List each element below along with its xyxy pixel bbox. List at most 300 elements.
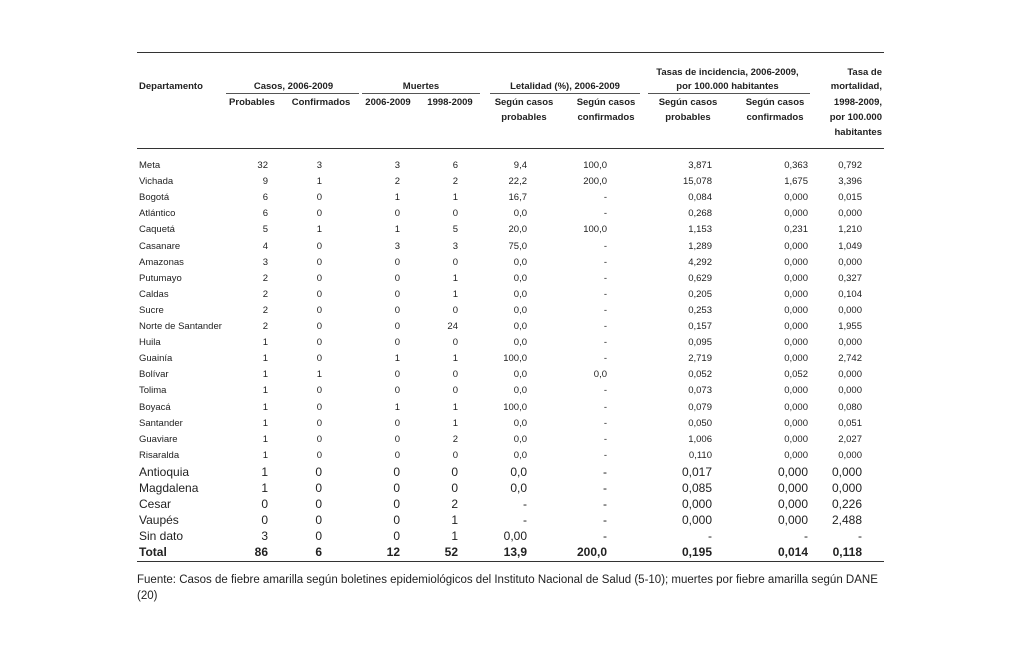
cell-letalidad-confirmados: - [603,433,607,445]
cell-mortalidad: 2,488 [831,513,862,528]
table-row [0,239,1024,255]
incidencia-group-rule [648,93,810,94]
cell-departamento: Huila [139,337,161,349]
cell-probables: 1 [262,449,268,461]
cell-incidencia-confirmados: 0,000 [784,337,808,349]
cell-letalidad-probables: 0,0 [513,304,527,316]
cell-departamento: Caquetá [139,224,175,236]
cell-mortalidad: 0,000 [838,256,862,268]
table-row [0,351,1024,367]
cell-mortalidad: 0,000 [838,304,862,316]
cell-incidencia-confirmados: 0,000 [784,385,808,397]
cell-departamento: Bolívar [139,369,169,381]
cell-departamento: Vichada [139,176,174,188]
cell-letalidad-probables: 0,0 [513,433,527,445]
cell-probables: 3 [262,256,268,268]
cell-muertes-2006: 0 [394,369,400,381]
cell-muertes-2006: 2 [394,176,400,188]
cell-incidencia-probables: 0,079 [688,401,712,413]
cell-letalidad-confirmados: 200,0 [583,176,607,188]
table-row [0,416,1024,432]
cell-letalidad-confirmados: - [603,240,607,252]
cell-muertes-1998: 0 [452,369,458,381]
cell-mortalidad: 0,792 [838,160,862,171]
header-letalidad-group: Letalidad (%), 2006-2009 [510,81,620,92]
cell-mortalidad: 3,396 [838,176,862,188]
header-incidencia-confirmados-line1: Según casos [745,97,805,108]
cell-letalidad-confirmados: 100,0 [583,224,607,236]
cell-departamento: Tolima [139,385,167,397]
cell-letalidad-probables: 0,0 [513,449,527,461]
header-incidencia-probables-line2: probables [665,112,711,123]
cell-probables: 1 [262,369,268,381]
cell-incidencia-confirmados: 0,000 [777,513,808,528]
table-row [0,528,1024,544]
cell-muertes-1998: 0 [452,304,458,316]
cell-incidencia-probables: 0,085 [681,481,712,495]
cell-letalidad-confirmados: - [603,256,607,268]
cell-confirmados: 1 [316,369,322,381]
cell-incidencia-probables: 0,084 [688,192,712,204]
cell-muertes-2006: 0 [393,497,400,512]
cell-probables: 6 [262,208,268,220]
cell-muertes-1998: 6 [452,160,458,171]
cell-incidencia-confirmados: 0,000 [784,401,808,413]
cell-letalidad-confirmados: - [603,464,607,479]
cell-departamento: Magdalena [139,481,199,495]
cell-incidencia-probables: 1,289 [688,240,712,252]
cell-letalidad-probables: 0,0 [513,337,527,349]
cell-muertes-1998: 2 [451,497,458,512]
cell-letalidad-confirmados: - [603,417,607,429]
cell-letalidad-confirmados: - [603,529,607,544]
cell-letalidad-confirmados: - [603,272,607,284]
cell-incidencia-probables: 0,000 [681,497,712,512]
cell-muertes-1998: 2 [452,433,458,445]
cell-letalidad-probables: 20,0 [508,224,527,236]
cell-letalidad-probables: 0,0 [513,208,527,220]
cell-confirmados: 0 [316,256,322,268]
cell-confirmados: 0 [316,385,322,397]
cell-probables: 1 [262,433,268,445]
cell-letalidad-confirmados: - [603,449,607,461]
cell-incidencia-probables: 0,017 [681,464,712,479]
cell-muertes-2006: 0 [393,481,400,495]
cell-mortalidad: 1,049 [838,240,862,252]
cell-incidencia-confirmados: 0,363 [784,160,808,171]
table-row [0,512,1024,528]
header-incidencia-line2: por 100.000 habitantes [676,81,779,92]
cell-incidencia-probables: 0,629 [688,272,712,284]
table-row [0,287,1024,303]
cell-confirmados: 0 [315,497,322,512]
cell-mortalidad: 0,015 [838,192,862,204]
cell-muertes-1998: 1 [452,353,458,365]
cell-probables: 6 [262,192,268,204]
cell-incidencia-probables: 0,205 [688,288,712,300]
cell-probables: 4 [262,240,268,252]
cell-incidencia-confirmados: 0,000 [784,304,808,316]
cell-incidencia-confirmados: 1,675 [784,176,808,188]
cell-confirmados: 1 [316,176,322,188]
cell-departamento: Antioquia [139,464,190,479]
cell-probables: 5 [262,224,268,236]
cell-mortalidad: 0,000 [838,208,862,220]
cell-muertes-1998: 0 [452,256,458,268]
cell-incidencia-probables: 0,050 [688,417,712,429]
cell-muertes-1998: 0 [451,464,458,479]
cell-letalidad-probables: 0,0 [513,417,527,429]
header-incidencia-confirmados-line2: confirmados [746,112,804,123]
cell-confirmados: 1 [316,224,322,236]
cell-incidencia-confirmados: 0,014 [777,545,808,560]
cell-confirmados: 0 [316,401,322,413]
table-row [0,367,1024,383]
cell-confirmados: 0 [315,464,322,479]
header-confirmados: Confirmados [291,97,351,108]
cell-probables: 1 [262,417,268,429]
cell-mortalidad: 0,000 [838,337,862,349]
table-row [0,335,1024,351]
cell-confirmados: 0 [316,449,322,461]
table-total-row [0,544,1024,560]
cell-departamento: Atlántico [139,208,176,220]
cell-departamento: Bogotá [139,192,170,204]
header-incidencia-probables-line1: Según casos [658,97,718,108]
cell-mortalidad: 0,051 [838,417,862,429]
cell-mortalidad: 0,118 [832,545,862,560]
cell-confirmados: 0 [316,353,322,365]
cell-incidencia-probables: 4,292 [688,256,712,268]
cell-mortalidad: 2,742 [838,353,862,365]
table-header-rule [137,148,884,149]
cell-departamento: Caldas [139,288,169,300]
cell-probables: 0 [261,513,268,528]
header-mortalidad-line4: por 100.000 [829,112,882,123]
cell-muertes-1998: 0 [452,449,458,461]
cell-mortalidad: 1,210 [838,224,862,236]
cell-probables: 0 [261,497,268,512]
cell-probables: 2 [262,321,268,332]
cell-confirmados: 3 [316,160,322,171]
cell-departamento: Total [139,545,167,560]
header-probables: Probables [229,97,275,108]
cell-mortalidad: 1,955 [838,321,862,332]
cell-muertes-2006: 0 [394,288,400,300]
cell-mortalidad: 0,000 [838,385,862,397]
cell-incidencia-confirmados: 0,231 [784,224,808,236]
header-incidencia-line1: Tasas de incidencia, 2006-2009, [656,67,799,78]
cell-muertes-2006: 0 [394,337,400,349]
cell-confirmados: 0 [315,529,322,544]
cell-muertes-1998: 1 [452,288,458,300]
cell-mortalidad: 0,000 [831,464,862,479]
cell-letalidad-confirmados: 0,0 [593,369,607,381]
table-row [0,480,1024,496]
cell-incidencia-probables: 15,078 [682,176,712,188]
table-row [0,319,1024,335]
cell-incidencia-confirmados: 0,000 [784,240,808,252]
cell-probables: 32 [257,160,268,171]
header-mortalidad-line3: 1998-2009, [833,97,882,108]
cell-incidencia-probables: 1,153 [688,224,712,236]
cell-letalidad-confirmados: 200,0 [576,545,607,560]
cell-probables: 1 [262,385,268,397]
cell-departamento: Sucre [139,304,164,316]
cell-muertes-2006: 0 [393,529,400,544]
cell-mortalidad: 0,080 [838,401,862,413]
cell-incidencia-probables: - [708,529,712,544]
cell-incidencia-probables: 0,110 [688,449,712,461]
table-row [0,448,1024,464]
cell-probables: 1 [262,353,268,365]
cell-incidencia-confirmados: 0,000 [784,192,808,204]
cell-muertes-1998: 1 [452,401,458,413]
cell-mortalidad: 0,327 [838,272,862,284]
cell-departamento: Norte de Santander [139,321,222,332]
cell-incidencia-confirmados: 0,000 [784,272,808,284]
table-top-rule [137,52,884,53]
cell-confirmados: 0 [316,192,322,204]
cell-incidencia-probables: 1,006 [688,433,712,445]
cell-muertes-2006: 1 [394,224,400,236]
cell-muertes-1998: 0 [452,337,458,349]
cell-probables: 86 [254,545,268,560]
cell-mortalidad: - [858,529,862,544]
cell-muertes-2006: 1 [394,192,400,204]
header-muertes-1998: 1998-2009 [427,97,473,108]
cell-incidencia-confirmados: 0,000 [784,288,808,300]
cell-letalidad-probables: 75,0 [508,240,527,252]
cell-incidencia-probables: 0,268 [688,208,712,220]
cell-probables: 2 [262,288,268,300]
cell-letalidad-probables: 13,9 [503,545,527,560]
cell-letalidad-confirmados: - [603,353,607,365]
cell-departamento: Cesar [139,497,172,512]
table-row [0,255,1024,271]
cell-incidencia-probables: 0,157 [688,321,712,332]
cell-muertes-2006: 0 [394,433,400,445]
cell-letalidad-probables: 16,7 [508,192,527,204]
cell-letalidad-probables: 0,0 [510,464,527,479]
cell-departamento: Risaralda [139,449,180,461]
cell-confirmados: 0 [315,513,322,528]
header-letalidad-confirmados-line2: confirmados [577,112,635,123]
cell-incidencia-probables: 0,095 [688,337,712,349]
cell-letalidad-confirmados: - [603,481,607,495]
table-row [0,303,1024,319]
header-departamento: Departamento [139,81,203,92]
table-bottom-rule [137,561,884,562]
muertes-group-rule [362,93,480,94]
cell-letalidad-probables: - [523,497,527,512]
header-mortalidad-line1: Tasa de [847,67,882,78]
cell-confirmados: 0 [316,272,322,284]
cell-confirmados: 0 [316,321,322,332]
cell-muertes-1998: 52 [444,545,458,560]
cell-incidencia-confirmados: 0,000 [784,208,808,220]
cell-confirmados: 0 [316,288,322,300]
header-casos-group: Casos, 2006-2009 [253,81,334,92]
cell-incidencia-confirmados: 0,000 [777,464,808,479]
cell-incidencia-confirmados: 0,000 [784,433,808,445]
cell-letalidad-probables: 100,0 [503,401,527,413]
table-row [0,222,1024,238]
cell-muertes-2006: 0 [394,304,400,316]
cell-departamento: Guainía [139,353,173,365]
cell-letalidad-probables: 0,0 [513,369,527,381]
cell-departamento: Santander [139,417,183,429]
cell-incidencia-confirmados: 0,000 [777,497,808,512]
header-muertes-group: Muertes [402,81,440,92]
cell-probables: 2 [262,304,268,316]
cell-confirmados: 0 [316,240,322,252]
header-letalidad-probables-line2: probables [501,112,547,123]
header-letalidad-confirmados-line1: Según casos [576,97,636,108]
cell-incidencia-confirmados: - [804,529,808,544]
cell-mortalidad: 0,104 [838,288,862,300]
cell-confirmados: 0 [316,417,322,429]
cell-muertes-2006: 0 [394,272,400,284]
cell-incidencia-confirmados: 0,000 [784,256,808,268]
cell-letalidad-confirmados: 100,0 [583,160,607,171]
cell-letalidad-confirmados: - [603,513,607,528]
cell-incidencia-confirmados: 0,000 [784,353,808,365]
cell-departamento: Amazonas [139,256,184,268]
cell-muertes-2006: 0 [394,417,400,429]
cell-incidencia-probables: 2,719 [688,353,712,365]
cell-muertes-2006: 0 [394,449,400,461]
cell-incidencia-probables: 0,253 [688,304,712,316]
header-mortalidad-line2: mortalidad, [830,81,882,92]
header-mortalidad-line5: habitantes [834,127,882,138]
table-row [0,271,1024,287]
cell-muertes-1998: 3 [452,240,458,252]
header-muertes-2006: 2006-2009 [365,97,411,108]
cell-incidencia-probables: 0,000 [681,513,712,528]
cell-mortalidad: 0,000 [838,369,862,381]
cell-letalidad-probables: 0,00 [503,529,527,544]
cell-departamento: Putumayo [139,272,182,284]
table-row [0,400,1024,416]
cell-muertes-1998: 2 [452,176,458,188]
cell-mortalidad: 0,226 [831,497,862,512]
table-row [0,206,1024,222]
cell-confirmados: 0 [316,304,322,316]
cell-muertes-2006: 0 [394,208,400,220]
cell-muertes-2006: 0 [394,321,400,332]
cell-letalidad-confirmados: - [603,304,607,316]
cell-mortalidad: 0,000 [838,449,862,461]
cell-muertes-2006: 0 [393,513,400,528]
cell-incidencia-confirmados: 0,052 [784,369,808,381]
cell-departamento: Boyacá [139,401,171,413]
cell-probables: 3 [261,529,268,544]
cell-confirmados: 0 [316,208,322,220]
cell-muertes-1998: 0 [452,208,458,220]
cell-incidencia-confirmados: 0,000 [784,321,808,332]
cell-confirmados: 0 [315,481,322,495]
cell-letalidad-probables: 0,0 [510,481,527,495]
cell-incidencia-confirmados: 0,000 [777,481,808,495]
cell-incidencia-probables: 3,871 [688,160,712,171]
cell-departamento: Meta [139,160,161,171]
cell-letalidad-probables: 0,0 [513,385,527,397]
cell-muertes-2006: 1 [394,401,400,413]
cell-mortalidad: 0,000 [831,481,862,495]
cell-muertes-1998: 24 [447,321,458,332]
cell-probables: 1 [262,401,268,413]
cell-letalidad-probables: 22,2 [508,176,527,188]
cell-muertes-1998: 1 [451,529,458,544]
cell-letalidad-confirmados: - [603,288,607,300]
cell-probables: 1 [262,337,268,349]
cell-probables: 1 [261,464,268,479]
cell-letalidad-probables: - [523,513,527,528]
cell-muertes-1998: 0 [452,385,458,397]
cell-muertes-1998: 1 [452,192,458,204]
cell-probables: 1 [261,481,268,495]
cell-muertes-1998: 0 [451,481,458,495]
cell-letalidad-probables: 9,4 [513,160,527,171]
cell-muertes-2006: 3 [394,160,400,171]
cell-departamento: Guaviare [139,433,178,445]
cell-probables: 9 [262,176,268,188]
casos-group-rule [226,93,359,94]
cell-letalidad-probables: 100,0 [503,353,527,365]
cell-confirmados: 0 [316,337,322,349]
header-letalidad-probables-line1: Según casos [494,97,554,108]
cell-letalidad-confirmados: - [603,385,607,397]
cell-incidencia-probables: 0,195 [681,545,712,560]
cell-letalidad-confirmados: - [603,208,607,220]
cell-probables: 2 [262,272,268,284]
table-row [0,496,1024,512]
cell-muertes-1998: 5 [452,224,458,236]
cell-confirmados: 0 [316,433,322,445]
cell-muertes-2006: 0 [394,256,400,268]
table-row [0,174,1024,190]
cell-confirmados: 6 [315,545,322,560]
cell-letalidad-confirmados: - [603,401,607,413]
cell-muertes-2006: 3 [394,240,400,252]
table-row [0,464,1024,480]
table-row [0,432,1024,448]
cell-incidencia-confirmados: 0,000 [784,449,808,461]
cell-letalidad-probables: 0,0 [513,321,527,332]
cell-muertes-2006: 0 [394,385,400,397]
cell-incidencia-probables: 0,052 [688,369,712,381]
table-footnote: Fuente: Casos de fiebre amarilla según boletines epidemiológicos del Instituto Nacional de Salud (5-10); muertes por fiebre amarilla según DANE (20) [137,574,878,602]
cell-incidencia-confirmados: 0,000 [784,417,808,429]
cell-departamento: Casanare [139,240,181,252]
cell-letalidad-probables: 0,0 [513,272,527,284]
cell-letalidad-probables: 0,0 [513,256,527,268]
cell-muertes-1998: 1 [452,272,458,284]
letalidad-group-rule [490,93,640,94]
table-row [0,190,1024,206]
cell-muertes-1998: 1 [452,417,458,429]
cell-muertes-2006: 0 [393,464,400,479]
cell-letalidad-confirmados: - [603,497,607,512]
cell-mortalidad: 2,027 [838,433,862,445]
cell-muertes-1998: 1 [451,513,458,528]
cell-muertes-2006: 12 [386,545,400,560]
cell-letalidad-confirmados: - [603,321,607,332]
cell-incidencia-probables: 0,073 [688,385,712,397]
cell-letalidad-confirmados: - [603,337,607,349]
table-row [0,383,1024,399]
